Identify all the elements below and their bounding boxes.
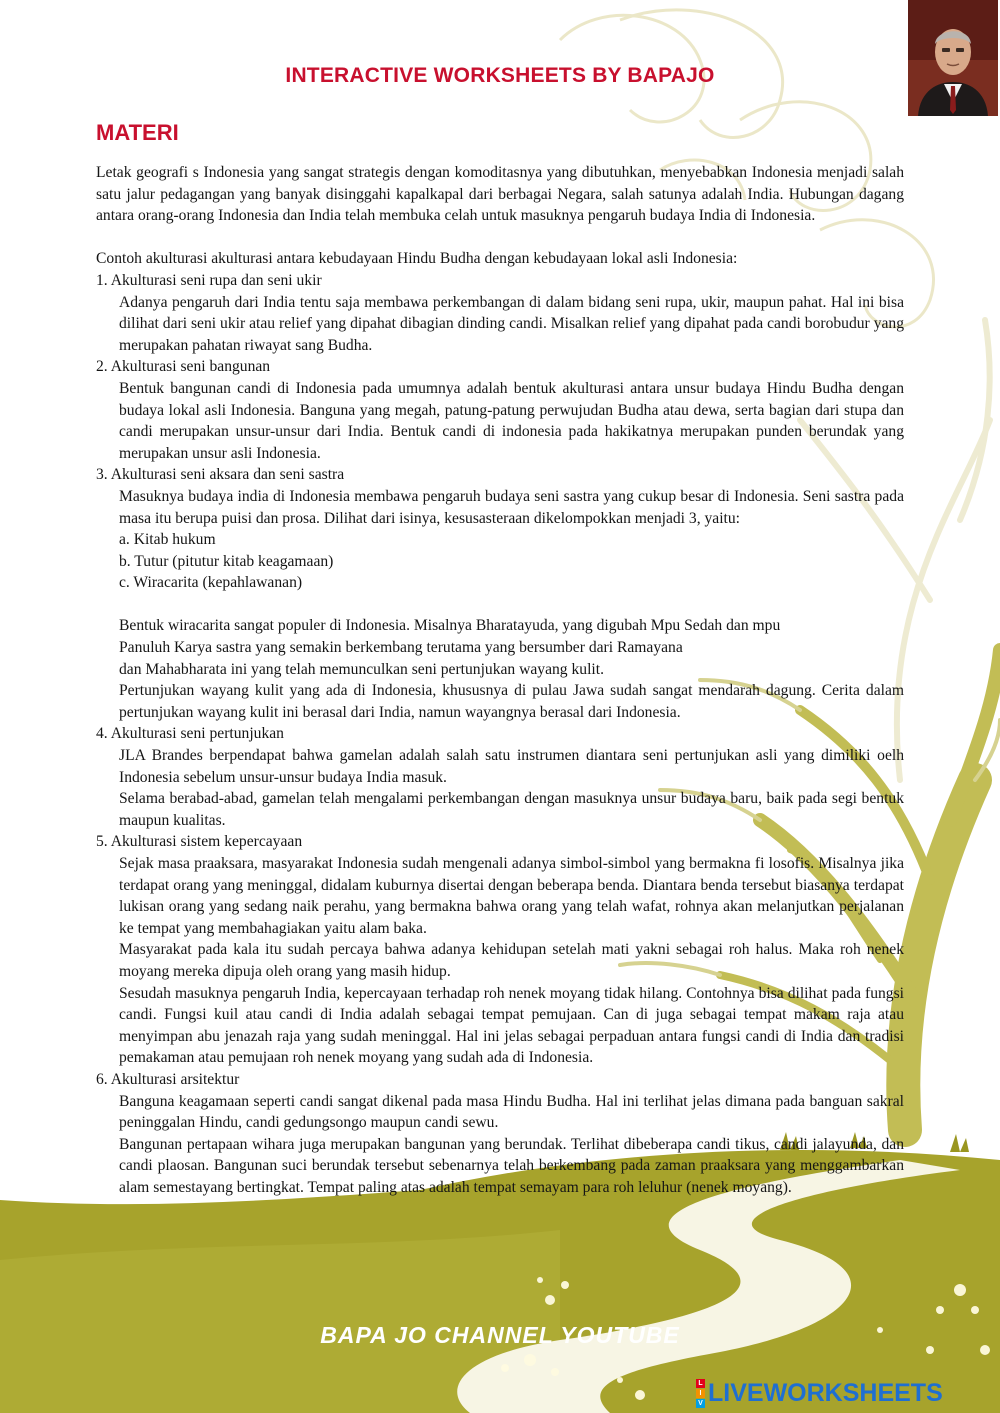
item-paragraph-line: Panuluh Karya sastra yang semakin berkembang terutama yang bersumber dari Ramayana: [119, 639, 683, 657]
item-heading: 5. Akulturasi sistem kepercayaan: [96, 833, 303, 851]
liveworksheets-icon: L I V: [696, 1379, 705, 1408]
worksheet-title: INTERACTIVE WORKSHEETS BY BAPAJO: [285, 64, 715, 87]
youtube-channel-caption: BAPA JO CHANNEL YOUTUBE: [320, 1322, 680, 1348]
item-body: [96, 853, 904, 1069]
item-paragraph: Masuknya budaya india di Indonesia membawa pengaruh budaya seni sastra yang cukup besar di Indonesia. Seni sastra pada masa itu berupa puisi dan prosa. Dilihat dari isinya, kesusasteraan dikelompokkan menjadi 3, yaitu:: [119, 487, 904, 527]
liveworksheets-wordmark: LIVEWORKSHEETS: [708, 1378, 943, 1407]
item-body: [96, 486, 904, 724]
list-item: c. Wiracarita (kepahlawanan): [119, 574, 303, 592]
item-body: [96, 745, 904, 831]
item-paragraph: Selama berabad-abad, gamelan telah mengalami perkembangan dengan masuknya unsur budaya baru, baik pada segi bentuk maupun kualitas.: [119, 790, 904, 829]
author-photo: [908, 0, 998, 116]
item-paragraph: Bentuk bangunan candi di Indonesia pada umumnya adalah bentuk akulturasi antara unsur budaya Hindu Budha dengan budaya lokal asli Indonesia. Banguna yang megah, patung-patung perwujudan Budha atau dewa, serta bagian dari stupa dan candi merupakan unsur-unsur dari India. Bentuk candi di indonesia pada hakikatnya merupakan punden berundak yang merupakan unsur asli Indonesia.: [119, 379, 904, 462]
literature-list: [119, 529, 904, 594]
item-body: [96, 378, 904, 464]
materi-content: [96, 162, 904, 1199]
item-paragraph: Banguna keagamaan seperti candi sangat dikenal pada masa Hindu Budha. Hal ini terlihat jelas dimana pada banguan sakral peninggalan Hindu, candi gedungsongo maupun candi sewu.: [119, 1092, 904, 1132]
item-heading: 6. Akulturasi arsitektur: [96, 1070, 240, 1088]
item-heading: 1. Akulturasi seni rupa dan seni ukir: [96, 271, 322, 289]
intro-paragraph: Letak geografi s Indonesia yang sangat strategis dengan komoditasnya yang dibutuhkan, menyebabkan Indonesia menjadi salah satu jalur pedagangan yang banyak disinggahi kapalkapal dari berbagai Negara, salah satunya adalah India. Hubungan dagang antara orang-orang Indonesia dan India telah membuka celah untuk masuknya pengaruh budaya India di Indonesia.: [96, 164, 904, 225]
list-item: a. Kitab hukum: [119, 531, 216, 549]
item-paragraph: Bangunan pertapaan wihara juga merupakan bangunan yang berundak. Terlihat dibeberapa candi tikus, candi jalayunda, dan candi plaosan. Bangunan suci berundak tersebut sebenarnya telah berkembang pada zaman praaksara yang menggambarkan alam semestayang bertingkat. Tempat paling atas adalah tempat semayam para roh leluhur (nenek moyang).: [119, 1135, 904, 1196]
intro-lead: Contoh akulturasi akulturasi antara kebudayaan Hindu Budha dengan kebudayaan lokal asli Indonesia:: [96, 250, 738, 268]
item-body: [96, 292, 904, 357]
liveworksheets-logo[interactable]: [696, 1378, 943, 1408]
item-heading: 4. Akulturasi seni pertunjukan: [96, 725, 284, 743]
item-paragraph: JLA Brandes berpendapat bahwa gamelan adalah salah satu instrumen diantara seni pertunjukan asli yang dimiliki oelh Indonesia sebelum unsur-unsur budaya India masuk.: [119, 747, 904, 786]
item-paragraph: Masyarakat pada kala itu sudah percaya bahwa adanya kehidupan setelah mati yakni sebagai roh halus. Maka roh nenek moyang mereka dipuja oleh orang yang masih hidup.: [119, 941, 904, 980]
list-item: b. Tutur (pitutur kitab keagamaan): [119, 552, 334, 570]
item-paragraph: Adanya pengaruh dari India tentu saja membawa perkembangan di dalam bidang seni rupa, ukir, maupun pahat. Hal ini bisa dilihat dari seni ukir atau relief yang dipahat dibagian dinding candi. Misalkan relief yang dipahat pada candi borobudur yang merupakan pahatan riwayat sang Budha.: [119, 293, 904, 354]
item-paragraph-line: dan Mahabharata ini yang telah memunculkan seni pertunjukan wayang kulit.: [119, 660, 604, 678]
item-paragraph: Pertunjukan wayang kulit yang ada di Indonesia, khususnya di pulau Jawa sudah sangat mendarah dagung. Cerita dalam pertunjukan wayang kulit ini berasal dari India, namun wayangnya berasal dari Indonesia.: [119, 682, 904, 721]
item-paragraph: Sejak masa praaksara, masyarakat Indonesia sudah mengenali adanya simbol-simbol yang bermakna fi losofis. Misalnya jika terdapat orang yang meninggal, didalam kuburnya disertai dengan beberapa benda. Diantara benda tersebut biasanya terdapat lukisan orang yang sedang naik perahu, yang bermakna bahwa orang yang telah wafat, rohnya akan melanjutkan perjalanan ke tempat yang membahagiakan yaitu alam baka.: [119, 855, 904, 937]
item-paragraph: Sesudah masuknya pengaruh India, kepercayaan terhadap roh nenek moyang tidak hilang. Contohnya bisa dilihat pada fungsi candi. Fungsi kuil atau candi di India adalah sebagai tempat pemujaan. Can di juga sebagai tempat makam raja atau menyimpan abu jenazah raja yang sudah meninggal. Hal ini jelas sebagai perpaduan antara fungsi candi di India dan tradisi pemakaman atau pemujaan roh nenek moyang yang sudah ada di Indonesia.: [119, 984, 904, 1067]
item-heading: 2. Akulturasi seni bangunan: [96, 358, 271, 376]
item-paragraph-line: Bentuk wiracarita sangat populer di Indonesia. Misalnya Bharatayuda, yang digubah Mpu Sedah dan mpu: [119, 617, 781, 635]
item-body: [96, 1091, 904, 1199]
item-heading: 3. Akulturasi seni aksara dan seni sastra: [96, 466, 345, 484]
section-title: MATERI: [96, 120, 179, 145]
